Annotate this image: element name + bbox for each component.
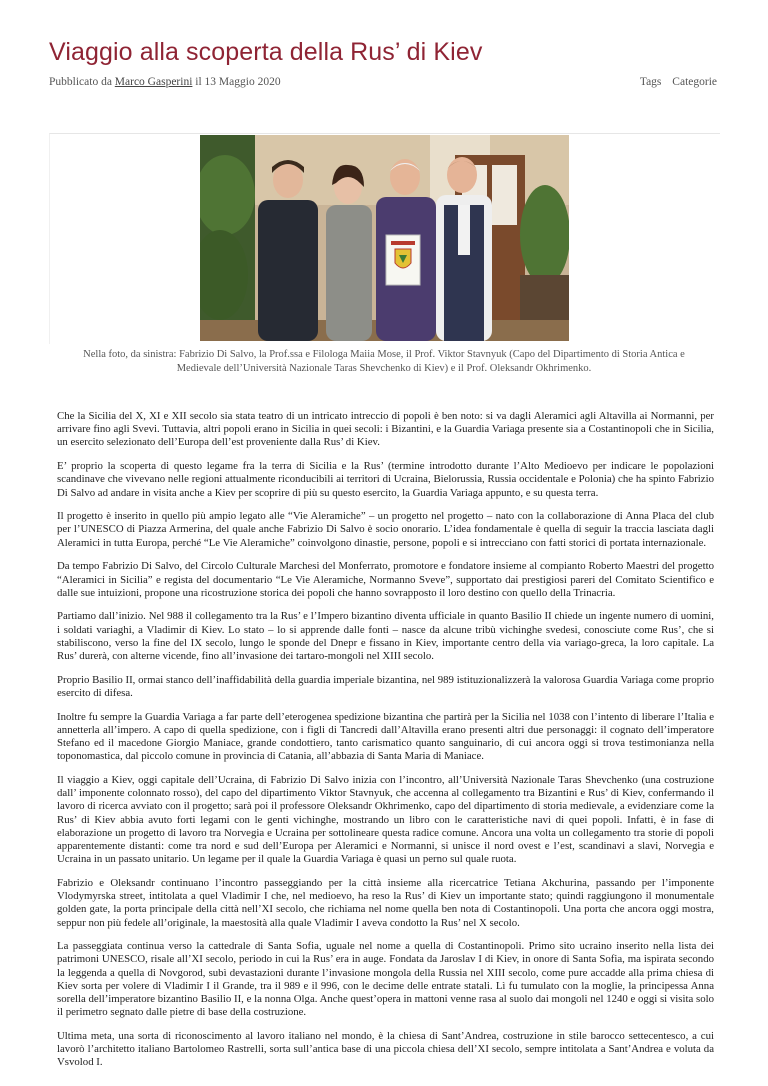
categories-link[interactable]: Categorie [672, 76, 717, 88]
post-taxonomy [632, 76, 717, 88]
post-title: Viaggio alla scoperta della Rus’ di Kiev [49, 38, 483, 66]
paragraph: La passeggiata continua verso la cattedrale di Santa Sofia, uguale nel nome a quella di Costantinopoli. Primo sito ucraino inserito nella lista dei patrimoni UNESCO, risale all’XI secolo, periodo in cui la Rus’ era in auge. Fondata da Jaroslav I di Kiev, in onore di Santa Sofia, ma ispirata secondo la leggenda a quella di Novgorod, subì devastazioni durante l’invasione mongola della Russia nel XIII secolo, come pure accadde alla prima chiesa di Kiev sorta per volere di Vladimir I il Grande, tra il 989 e il 996, con le decime delle entrate statali. Lì fu tumulato con la moglie, la principessa Anna sorella dell’imperatore bizantino Basilio II, e la nonna Olga. Anche quest’opera in mattoni venne rasa al suolo dai mongoli nel 1240 e oggi si visita solo il perimetro segnato dalle pietre di base della costruzione. [57, 940, 714, 1019]
group-photo [200, 135, 569, 341]
paragraph: Il progetto è inserito in quello più ampio legato alle “Vie Aleramiche” – un progetto nel progetto – nato con la collaborazione di Anna Placa del club per l’UNESCO di Piazza Armerina, del quale anche Fabrizio Di Salvo è socio onorario. L’idea fondamentale è quella di seguir la traccia lasciata dagli Aleramici in tutta Europa, perché “Le Vie Aleramiche” coinvolgono dinastie, persone, popoli e si intrecciano con fatti storici di portata internazionale. [57, 510, 714, 549]
paragraph: Proprio Basilio II, ormai stanco dell’inaffidabilità della guardia imperiale bizantina, nel 989 istituzionalizzerà la valorosa Guardia Variaga come proprio esercito di difesa. [57, 673, 714, 699]
post-date: 13 Maggio 2020 [204, 76, 281, 88]
tags-link[interactable]: Tags [639, 76, 662, 88]
paragraph: Partiamo dall’inizio. Nel 988 il collegamento tra la Rus’ e l’Impero bizantino diventa ufficiale in quanto Basilio II chiede un ingente numero di uomini, i soldati variaghi, a Vladimir di Kiev. Lo stato – lo si apprende dalle fonti – nasce da alcune tribù vichinghe svedesi, conosciute come Rus’, che si stabiliscono, verso la fine del IX secolo, lungo le sponde del Dnepr e fissano in Kiev, importante centro della via variago-greca, la loro capitale. La Rus’ durerà, con alterne vicende, fino all’invasione dei tartaro-mongoli nel XIII secolo. [57, 610, 714, 663]
author-link[interactable]: Marco Gasperini [114, 76, 193, 88]
paragraph: Da tempo Fabrizio Di Salvo, del Circolo Culturale Marchesi del Monferrato, promotore e fondatore insieme al compianto Roberto Maestri del progetto “Aleramici in Sicilia” e regista del documentario “Le Vie Aleramiche, Normanno Sveve”, supportato dai prestigiosi pareri del Comitato Scientifico e dalle sue intuizioni, propone una ricostruzione storica dei popoli che hanno sovrapposto il loro destino con quello della Trinacria. [57, 560, 714, 599]
figure-caption: Nella foto, da sinistra: Fabrizio Di Salvo, la Prof.ssa e Filologa Maiia Mose, il Prof. Viktor Stavnyuk (Capo del Dipartimento di Storia Antica e Medievale dell’Università Nazionale Taras Shevchenko di Kiev) e il Prof. Oleksandr Okhrimenko. [83, 349, 685, 374]
paragraph: E’ proprio la scoperta di questo legame fra la terra di Sicilia e la Rus’ (termine introdotto durante l’Alto Medioevo per indicare le popolazioni scandinave che vivevano nelle regioni attualmente riconducibili ai territori di Ucraina, Bielorussia, Russia occidentale e Polonia) che ha spinto Fabrizio Di Salvo ad andare in visita anche a Kiev per scoprire di più su questo esercito, la Guardia Variaga appunto, e su questa terra. [57, 460, 714, 499]
date-prefix: il [195, 76, 202, 88]
paragraph: Fabrizio e Oleksandr continuano l’incontro passeggiando per la città insieme alla ricercatrice Tetiana Akchurina, passando per l’imponente Vlodymyrska street, intitolata a quel Vladimir I che, nel medioevo, ha reso la Rus’ di Kiev un importante stato; quindi raggiungono il monumentale golden gate, la porta principale della città nell’XI secolo, che richiama nel nome quella ben nota di Costantinopoli. Una porta che ancora oggi mostra, seppur non più fedele all’originale, la maestosità alla quale Vladimir I aveva condotto la Rus’ nel X secolo. [57, 876, 714, 929]
post-meta [49, 76, 281, 88]
published-prefix: Pubblicato da [49, 76, 112, 88]
paragraph: Inoltre fu sempre la Guardia Variaga a far parte dell’eterogenea spedizione bizantina che partirà per la Sicilia nel 1038 con l’intento di liberare l’Italia e annetterla all’impero. A capo di quella spedizione, con i figli di Tancredi dall’Altavilla erano presenti altri due personaggi: il cognato dell’imperatore Stefano ed il macedone Giorgio Maniace, grande condottiero, tanto carismatico quanto sanguinario, di cui ancora oggi si trova testimonianza nella toponomastica, dal piccolo comune in provincia di Catania, all’abbazia di Santa Maria di Maniace. [57, 710, 714, 763]
paragraph: Ultima meta, una sorta di riconoscimento al lavoro italiano nel mondo, è la chiesa di Sant’Andrea, costruzione in stile barocco settecentesco, a cui lavorò l’architetto italiano Bartolomeo Rastrelli, sorta sull’antica base di una piccola chiesa dell’XI secolo, sempre intitolata a Sant’Andrea e voluta da Vsvolod I. [57, 1029, 714, 1069]
paragraph: Il viaggio a Kiev, oggi capitale dell’Ucraina, di Fabrizio Di Salvo inizia con l’incontro, all’Università Nazionale Taras Shevchenko (una costruzione dall’ imponente colonnato rosso), del capo del dipartimento Viktor Stavnyuk, che accenna al collegamento tra Bizantini e Rus’ di Kiev, confermando il lavoro di ricerca avviato con il progetto; sarà poi il professore Oleksandr Okhrimenko, capo del dipartimento di storia medievale, a evidenziare come la Rus’ di Kiev abbia avuto forti legami con le genti vichinghe, mostrando un libro con le caratteristiche navi di quei popoli. Infatti, è in fase di elaborazione un progetto di lavoro tra Norvegia e Ucraina per sottolineare questa radice comune. Ancora una volta un collegamento tra storie di popoli apparentemente distanti: come tra nord e sud dell’Europa per Aleramici e Normanni, si unisce il nord ovest e l’est, scandinavi a slavi, Norvegia e Ucraina in un passato unitario. Un legame per il quale la Guardia Variaga è quasi un perno sul quale ruota. [57, 773, 714, 866]
article-body [57, 410, 714, 1080]
paragraph: Che la Sicilia del X, XI e XII secolo sia stata teatro di un intricato intreccio di popoli è ben noto: si va dagli Aleramici agli Altavilla ai Normanni, per arrivare fino agli Svevi. Tuttavia, altri popoli erano in Sicilia in quei secoli: i Bizantini, e la Guardia Variaga presente sia a Costantinopoli che in Sicilia, un esercito selezionato dell’Europa dell’est proveniente dalla Rus’ di Kiev. [57, 410, 714, 449]
